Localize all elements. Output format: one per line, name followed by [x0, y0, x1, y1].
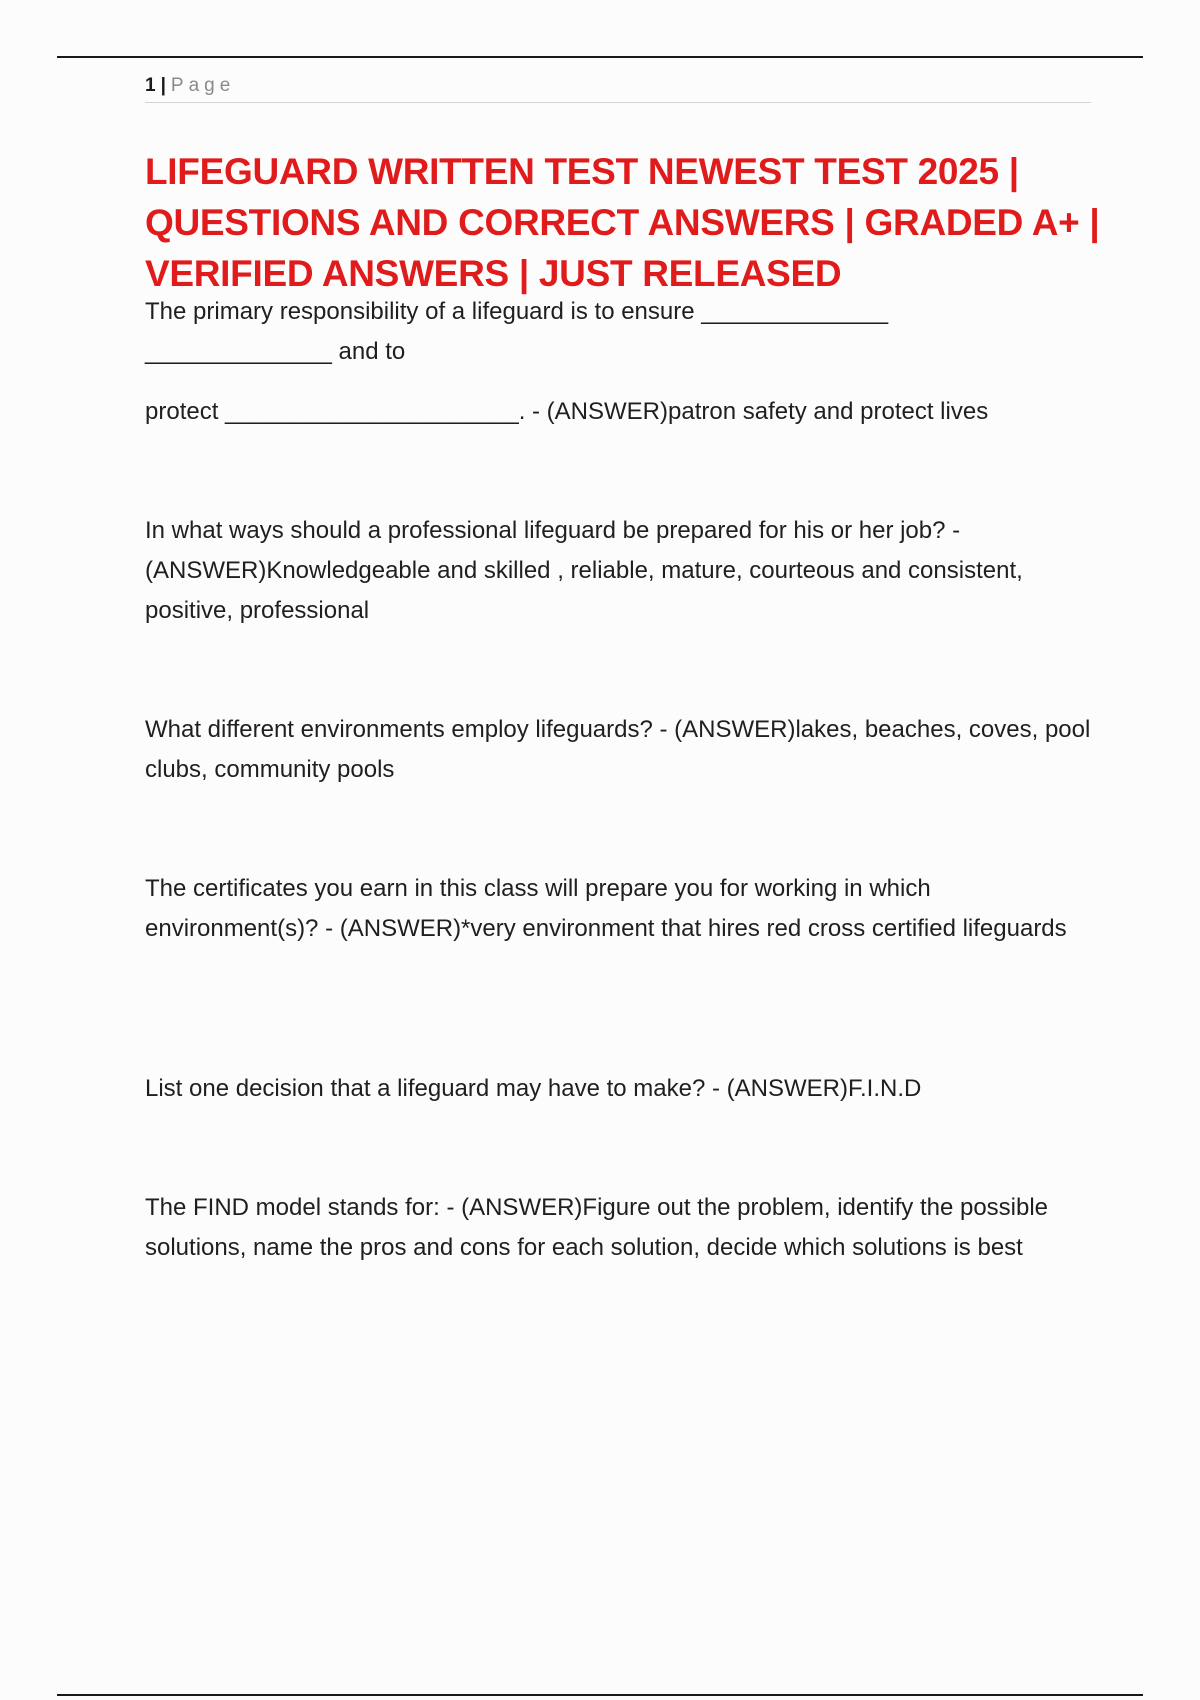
- qa-item-1-line-1: The primary responsibility of a lifeguard is to ensure ______________: [145, 298, 889, 325]
- qa-item-2: [145, 511, 1105, 631]
- qa-item-1: [145, 292, 1105, 432]
- qa-item-6-text: The FIND model stands for: - (ANSWER)Figure out the problem, identify the possible solutions, name the pros and cons for each solution, decide which solutions is best: [145, 1194, 1049, 1261]
- qa-item-4: [145, 869, 1105, 949]
- page-number: 1: [145, 75, 157, 96]
- page-header-separator: |: [160, 75, 167, 96]
- bottom-rule: [57, 1694, 1143, 1696]
- qa-item-3-text: What different environments employ lifeguards? - (ANSWER)lakes, beaches, coves, pool clubs, community pools: [145, 716, 1091, 783]
- document-title: LIFEGUARD WRITTEN TEST NEWEST TEST 2025 | QUESTIONS AND CORRECT ANSWERS | GRADED A+ | VERIFIED ANSWERS | JUST RELEASED: [145, 151, 1100, 294]
- qa-item-6: [145, 1188, 1105, 1268]
- page-label: Page: [170, 75, 236, 96]
- qa-item-3: [145, 710, 1105, 790]
- qa-item-1-line-2: ______________ and to: [145, 338, 406, 365]
- page-header: [145, 72, 1091, 103]
- top-rule: [57, 56, 1143, 58]
- qa-item-4-text: The certificates you earn in this class will prepare you for working in which environment(s)? - (ANSWER)*very environment that hires red cross certified lifeguards: [145, 875, 1067, 942]
- qa-item-2-text: In what ways should a professional lifeguard be prepared for his or her job? - (ANSWER)Knowledgeable and skilled , reliable, mature, courteous and consistent, positive, professional: [145, 517, 1023, 624]
- qa-item-5: [145, 1069, 1105, 1109]
- qa-item-1-line-3: protect ______________________. - (ANSWER)patron safety and protect lives: [145, 398, 989, 425]
- qa-item-5-text: List one decision that a lifeguard may have to make? - (ANSWER)F.I.N.D: [145, 1075, 922, 1102]
